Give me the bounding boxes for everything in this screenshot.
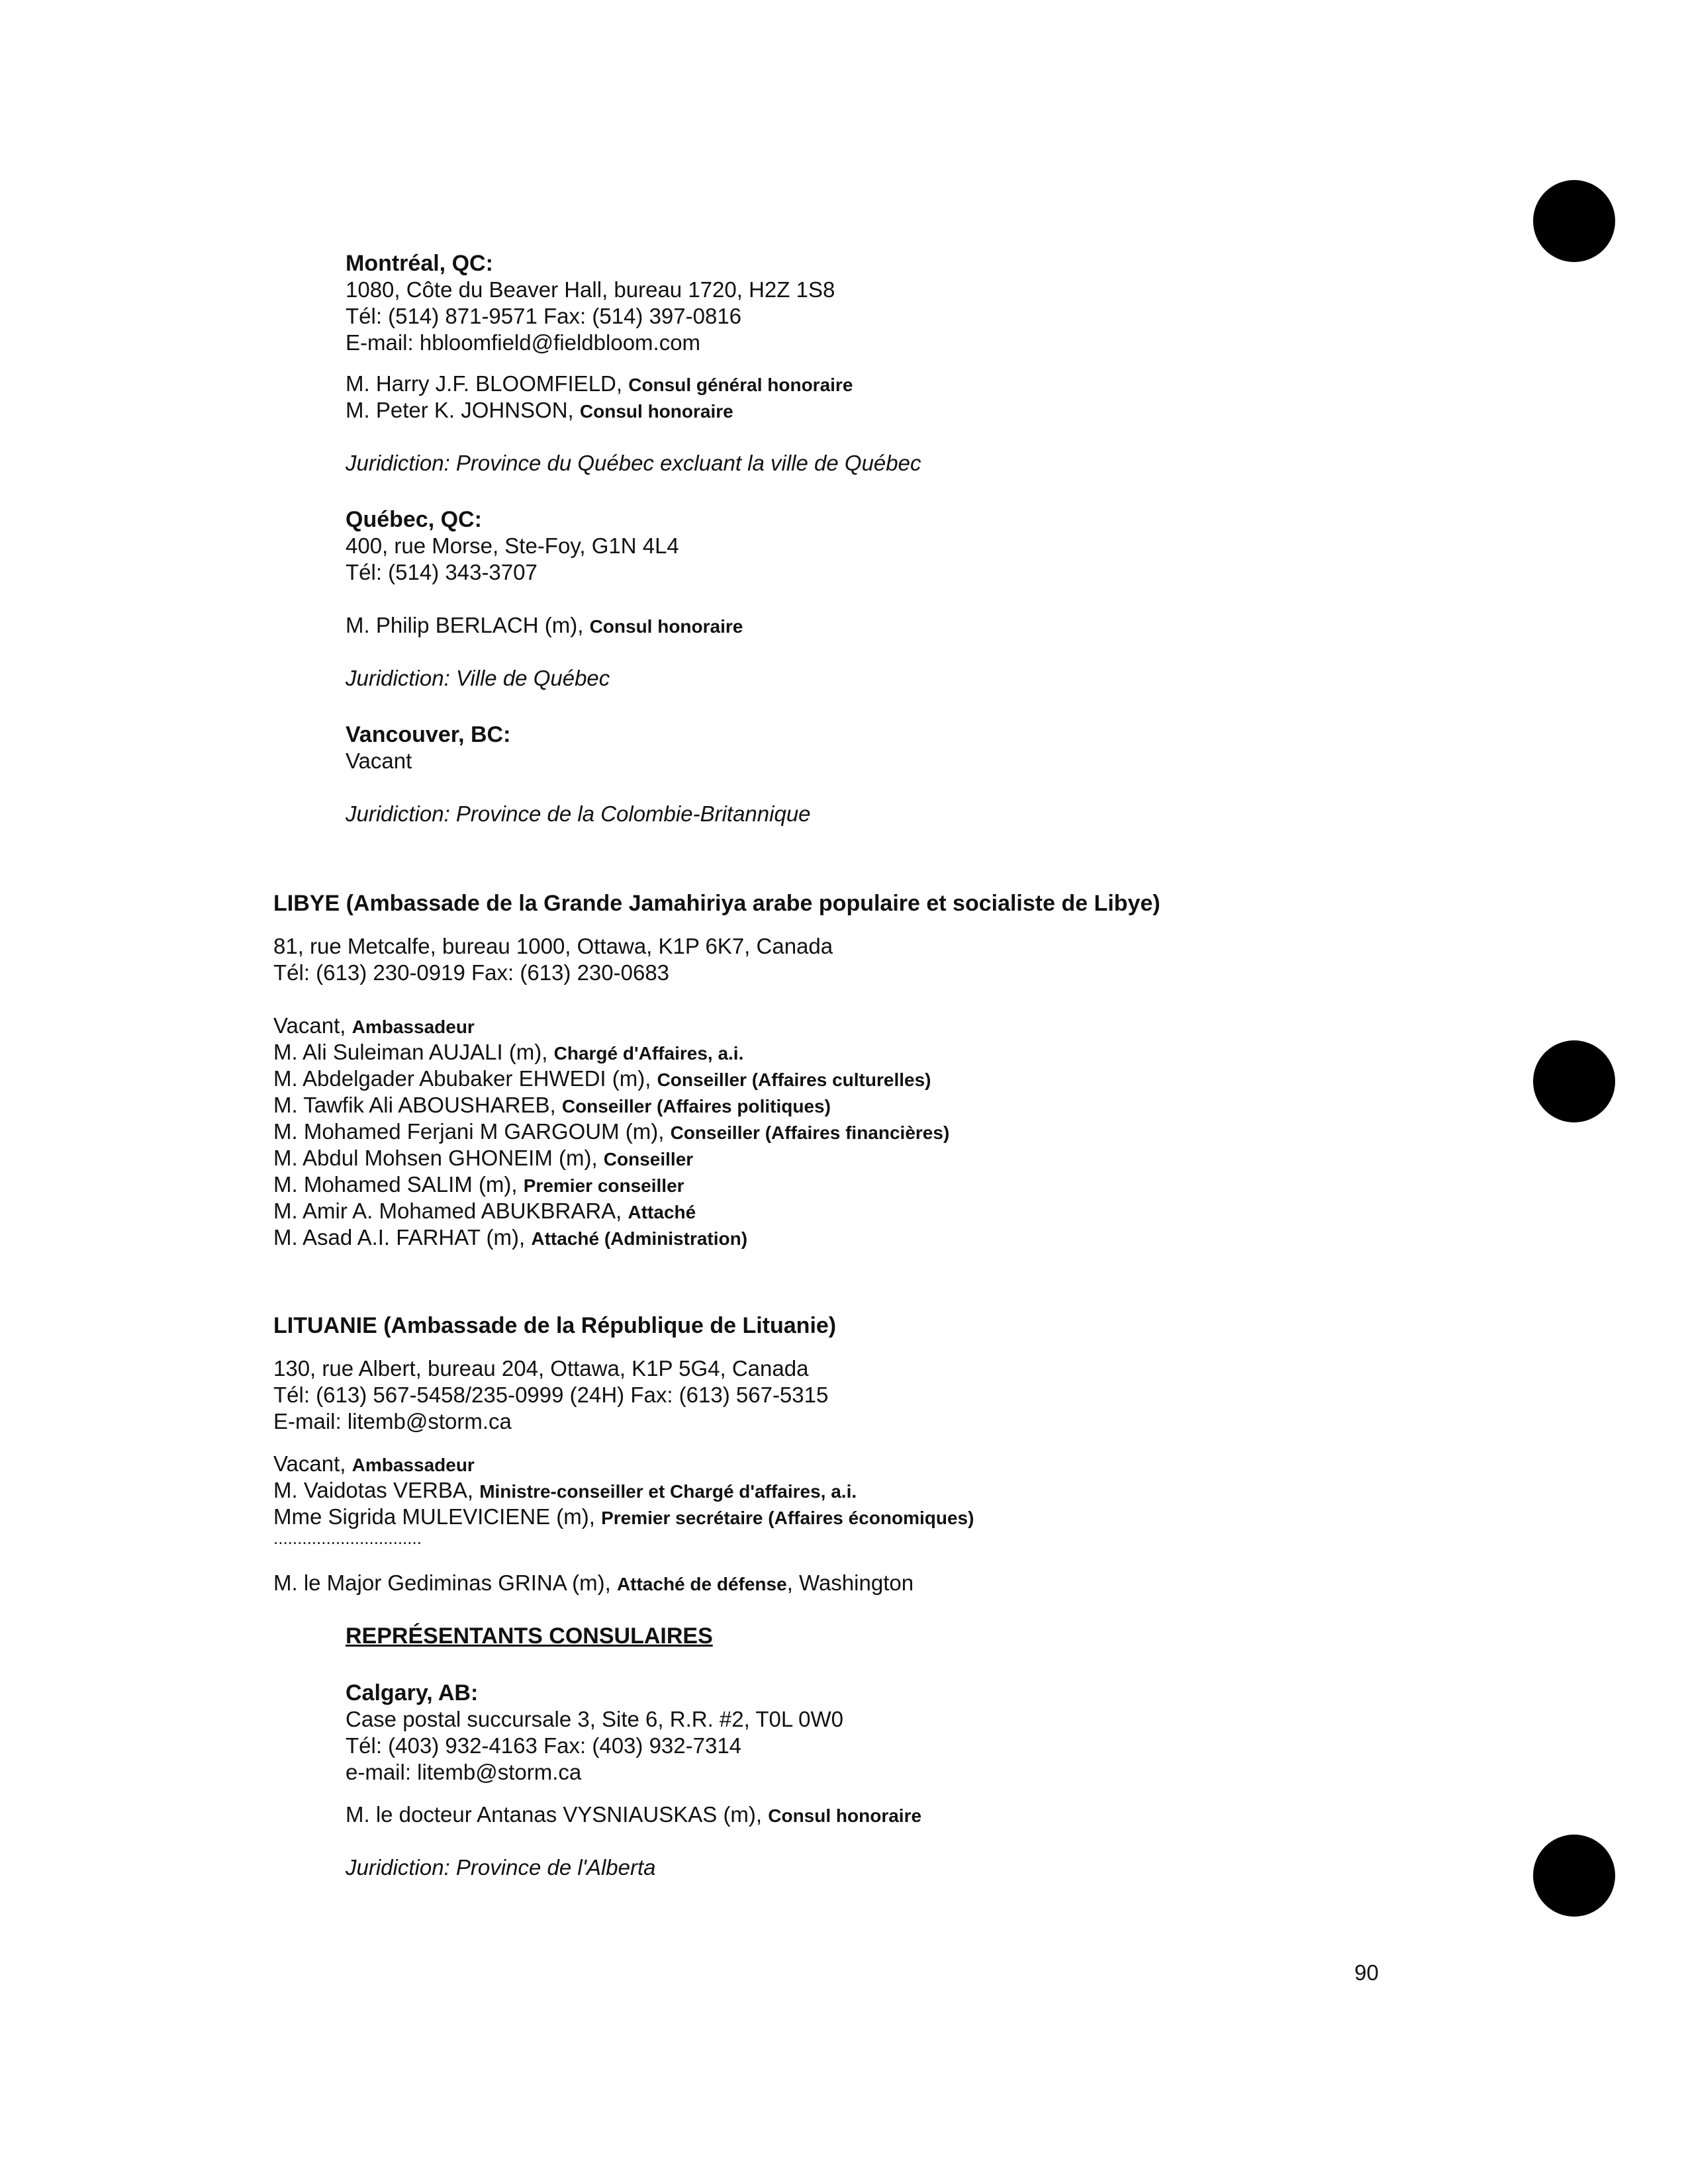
montreal-email: E-mail: hbloomfield@fieldbloom.com	[346, 330, 701, 355]
person-title: Consul général honoraire	[628, 375, 853, 395]
page-number: 90	[1354, 1960, 1379, 1985]
vancouver-jurisdiction: Juridiction: Province de la Colombie-Britannique	[346, 801, 811, 826]
person-row	[346, 612, 743, 640]
person-row	[273, 1451, 475, 1479]
attache-suffix: , Washington	[786, 1570, 914, 1595]
person-title: Consul honoraire	[589, 616, 743, 637]
lituanie-address: 130, rue Albert, bureau 204, Ottawa, K1P 5G4, Canada	[273, 1356, 809, 1381]
person-title: Consul honoraire	[768, 1805, 922, 1826]
lituanie-phone: Tél: (613) 567-5458/235-0999 (24H) Fax: (613) 567-5315	[273, 1383, 829, 1407]
person-title: Conseiller (Affaires politiques)	[561, 1096, 831, 1116]
person-row	[346, 371, 853, 398]
person-row	[346, 1801, 921, 1829]
montreal-phone: Tél: (514) 871-9571 Fax: (514) 397-0816	[346, 304, 742, 328]
person-name: M. Amir A. Mohamed ABUKBRARA,	[273, 1199, 628, 1223]
person-row	[273, 1224, 747, 1252]
attache-title: Attaché de défense	[616, 1574, 787, 1594]
person-name: M. Ali Suleiman AUJALI (m),	[273, 1040, 554, 1064]
calgary-address: Case postal succursale 3, Site 6, R.R. #2, T0L 0W0	[346, 1707, 844, 1731]
person-name: M. Harry J.F. BLOOMFIELD,	[346, 371, 629, 396]
calgary-heading: Calgary, AB:	[346, 1680, 479, 1706]
vancouver-heading: Vancouver, BC:	[346, 722, 511, 747]
person-row	[273, 1145, 693, 1173]
libye-heading: LIBYE (Ambassade de la Grande Jamahiriya arabe populaire et socialiste de Libye)	[273, 891, 1160, 916]
quebec-jurisdiction: Juridiction: Ville de Québec	[346, 666, 610, 690]
punch-hole-bottom	[1533, 1835, 1615, 1917]
consular-heading: REPRÉSENTANTS CONSULAIRES	[346, 1623, 713, 1649]
person-name: M. Abdul Mohsen GHONEIM (m),	[273, 1146, 604, 1170]
person-name: M. Vaidotas VERBA,	[273, 1478, 480, 1502]
person-row	[273, 1013, 475, 1040]
person-row	[273, 1039, 743, 1067]
person-name: M. Philip BERLACH (m),	[346, 613, 590, 637]
person-row	[273, 1092, 831, 1120]
quebec-phone: Tél: (514) 343-3707	[346, 560, 538, 584]
person-row	[273, 1066, 931, 1093]
calgary-email: e-mail: litemb@storm.ca	[346, 1760, 582, 1784]
punch-hole-top	[1533, 180, 1615, 262]
quebec-heading: Québec, QC:	[346, 507, 482, 532]
calgary-phone: Tél: (403) 932-4163 Fax: (403) 932-7314	[346, 1733, 742, 1758]
libye-address: 81, rue Metcalfe, bureau 1000, Ottawa, K1P 6K7, Canada	[273, 934, 833, 958]
person-row	[273, 1171, 684, 1199]
lituanie-email: E-mail: litemb@storm.ca	[273, 1409, 512, 1433]
montreal-heading: Montréal, QC:	[346, 251, 493, 276]
person-name: Vacant,	[273, 1013, 352, 1038]
person-title: Chargé d'Affaires, a.i.	[553, 1043, 744, 1064]
calgary-jurisdiction: Juridiction: Province de l'Alberta	[346, 1855, 656, 1880]
person-row	[273, 1477, 857, 1505]
person-name: M. Tawfik Ali ABOUSHAREB,	[273, 1093, 562, 1117]
person-title: Ambassadeur	[352, 1017, 475, 1037]
attache-name: M. le Major Gediminas GRINA (m),	[273, 1570, 617, 1595]
quebec-address: 400, rue Morse, Ste-Foy, G1N 4L4	[346, 533, 679, 558]
person-name: M. Mohamed Ferjani M GARGOUM (m),	[273, 1119, 671, 1144]
person-title: Premier conseiller	[523, 1175, 684, 1196]
person-title: Conseiller (Affaires financières)	[670, 1122, 950, 1143]
person-row	[273, 1118, 949, 1146]
person-title: Ambassadeur	[352, 1455, 475, 1475]
person-name: M. Peter K. JOHNSON,	[346, 398, 580, 422]
person-name: M. Abdelgader Abubaker EHWEDI (m),	[273, 1066, 657, 1091]
person-row	[273, 1198, 696, 1226]
person-title: Attaché (Administration)	[531, 1228, 748, 1249]
person-title: Conseiller (Affaires culturelles)	[657, 1069, 931, 1090]
person-title: Conseiller	[603, 1149, 694, 1169]
punch-hole-middle	[1533, 1040, 1615, 1122]
dotted-separator: ...............................	[273, 1528, 422, 1548]
person-title: Attaché	[628, 1202, 696, 1222]
lituanie-heading: LITUANIE (Ambassade de la République de Lituanie)	[273, 1313, 837, 1338]
person-name: Mme Sigrida MULEVICIENE (m),	[273, 1504, 602, 1529]
person-name: M. Asad A.I. FARHAT (m),	[273, 1225, 532, 1250]
person-title: Consul honoraire	[579, 401, 733, 422]
person-name: M. le docteur Antanas VYSNIAUSKAS (m),	[346, 1802, 769, 1827]
montreal-jurisdiction: Juridiction: Province du Québec excluant la ville de Québec	[346, 451, 921, 475]
person-row	[346, 397, 733, 425]
montreal-address: 1080, Côte du Beaver Hall, bureau 1720, H2Z 1S8	[346, 277, 835, 302]
libye-phone: Tél: (613) 230-0919 Fax: (613) 230-0683	[273, 960, 670, 985]
vancouver-status: Vacant	[346, 749, 412, 773]
person-title: Ministre-conseiller et Chargé d'affaires, a.i.	[479, 1481, 857, 1502]
person-title: Premier secrétaire (Affaires économiques)	[601, 1508, 974, 1528]
person-name: M. Mohamed SALIM (m),	[273, 1172, 524, 1197]
person-name: Vacant,	[273, 1451, 352, 1476]
attache-row	[273, 1570, 914, 1598]
